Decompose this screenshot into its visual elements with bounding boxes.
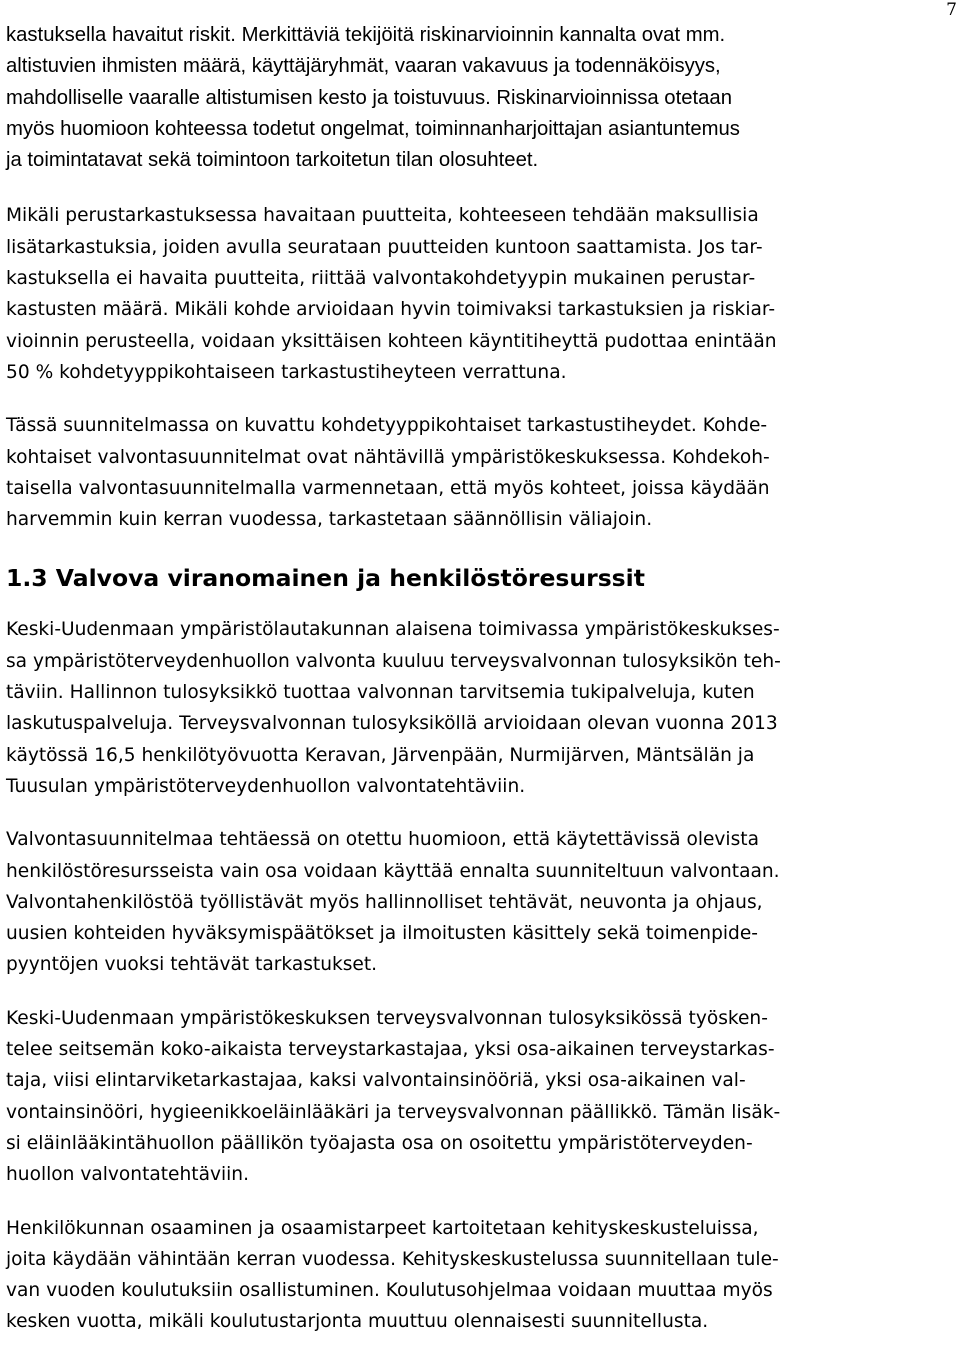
paragraph-inspection-frequencies: [6, 410, 954, 535]
text-line: kastuksella havaitut riskit. Merkittäviä tekijöitä riskinarvioinnin kannalta ovat mm.: [6, 24, 726, 46]
text-line: laskutuspalveluja. Terveysvalvonnan tulosyksiköllä arvioidaan olevan vuonna 2013: [6, 713, 778, 735]
text-line: Keski-Uudenmaan ympäristölautakunnan alaisena toimivassa ympäristökeskukses-: [6, 619, 780, 641]
text-line: Valvontasuunnitelmaa tehtäessä on otettu huomioon, että käytettävissä olevista: [6, 829, 759, 851]
paragraph-risk-assessment: [6, 20, 954, 176]
text-line: täviin. Hallinnon tulosyksikkö tuottaa valvonnan tarvitsemia tukipalveluja, kuten: [6, 682, 755, 704]
paragraph-staff-composition: [6, 1003, 954, 1191]
text-line: mahdolliselle vaaralle altistumisen kesto ja toistuvuus. Riskinarvioinnissa otetaan: [6, 86, 732, 109]
paragraph-staff-resources: [6, 824, 954, 980]
text-line: ja toimintatavat sekä toimintoon tarkoitetun tilan olosuhteet.: [6, 149, 539, 172]
text-line: Tässä suunnitelmassa on kuvattu kohdetyyppikohtaiset tarkastustiheydet. Kohde-: [6, 415, 768, 437]
text-line: harvemmin kuin kerran vuodessa, tarkastetaan säännöllisin väliajoin.: [6, 509, 653, 531]
text-line: myös huomioon kohteessa todetut ongelmat, toiminnanharjoittajan asiantuntemus: [6, 117, 740, 140]
text-line: telee seitsemän koko-aikaista terveystarkastajaa, yksi osa-aikainen terveystarkas-: [6, 1039, 775, 1061]
text-line: si eläinlääkintähuollon päällikön työajasta osa on osoitettu ympäristöterveyden-: [6, 1132, 753, 1154]
text-line: vontainsinööri, hygieenikkoeläinlääkäri ja terveysvalvonnan päällikkö. Tämän lisäk-: [6, 1101, 781, 1123]
paragraph-additional-inspections: [6, 200, 954, 388]
page-number: 7: [946, 0, 957, 20]
text-line: sa ympäristöterveydenhuollon valvonta kuuluu terveysvalvonnan tulosyksikön teh-: [6, 650, 781, 672]
text-line: altistuvien ihmisten määrä, käyttäjäryhmät, vaaran vakavuus ja todennäköisyys,: [6, 55, 721, 78]
text-line: van vuoden koulutuksiin osallistuminen. Koulutusohjelmaa voidaan muuttaa myös: [6, 1280, 773, 1302]
text-line: Tuusulan ympäristöterveydenhuollon valvontatehtäviin.: [6, 775, 526, 797]
text-line: taja, viisi elintarviketarkastajaa, kaksi valvontainsinööriä, yksi osa-aikainen val-: [6, 1070, 746, 1092]
text-line: henkilöstöresursseista vain osa voidaan käyttää ennalta suunniteltuun valvontaan.: [6, 860, 780, 882]
text-line: Keski-Uudenmaan ympäristökeskuksen terveysvalvonnan tulosyksikössä työsken-: [6, 1007, 768, 1029]
text-line: Valvontahenkilöstöä työllistävät myös hallinnolliset tehtävät, neuvonta ja ohjaus,: [6, 891, 763, 913]
text-line: taisella valvontasuunnitelmalla varmennetaan, että myös kohteet, joissa käydään: [6, 477, 770, 499]
text-line: huollon valvontatehtäviin.: [6, 1164, 249, 1186]
text-line: pyyntöjen vuoksi tehtävät tarkastukset.: [6, 954, 378, 976]
text-line: lisätarkastuksia, joiden avulla seurataan puutteiden kuntoon saattamista. Jos tar-: [6, 236, 763, 258]
text-line: joita käydään vähintään kerran vuodessa. Kehityskeskustelussa suunnitellaan tule-: [6, 1248, 779, 1270]
text-line: käytössä 16,5 henkilötyövuotta Keravan, Järvenpään, Nurmijärven, Mäntsälän ja: [6, 744, 755, 766]
paragraph-supervision-unit: [6, 614, 954, 802]
text-line: kastuksella ei havaita puutteita, riittää valvontakohdetyypin mukainen perustar-: [6, 268, 756, 290]
paragraph-staff-training: [6, 1213, 954, 1338]
text-line: 50 % kohdetyyppikohtaiseen tarkastustiheyteen verrattuna.: [6, 361, 567, 383]
section-heading: 1.3 Valvova viranomainen ja henkilöstöresurssit: [6, 564, 645, 593]
document-body: [6, 20, 954, 1338]
text-line: uusien kohteiden hyväksymispäätökset ja ilmoitusten käsittely sekä toimenpide-: [6, 923, 759, 945]
text-line: Henkilökunnan osaaminen ja osaamistarpeet kartoitetaan kehityskeskusteluissa,: [6, 1217, 759, 1239]
text-line: kastusten määrä. Mikäli kohde arvioidaan hyvin toimivaksi tarkastuksien ja riskiar-: [6, 299, 776, 321]
text-line: vioinnin perusteella, voidaan yksittäisen kohteen käyntitiheyttä pudottaa enintään: [6, 330, 777, 352]
text-line: kesken vuotta, mikäli koulutustarjonta muuttuu olennaisesti suunnitellusta.: [6, 1311, 709, 1333]
text-line: Mikäli perustarkastuksessa havaitaan puutteita, kohteeseen tehdään maksullisia: [6, 205, 759, 227]
text-line: kohtaiset valvontasuunnitelmat ovat nähtävillä ympäristökeskuksessa. Kohdekoh-: [6, 446, 770, 468]
